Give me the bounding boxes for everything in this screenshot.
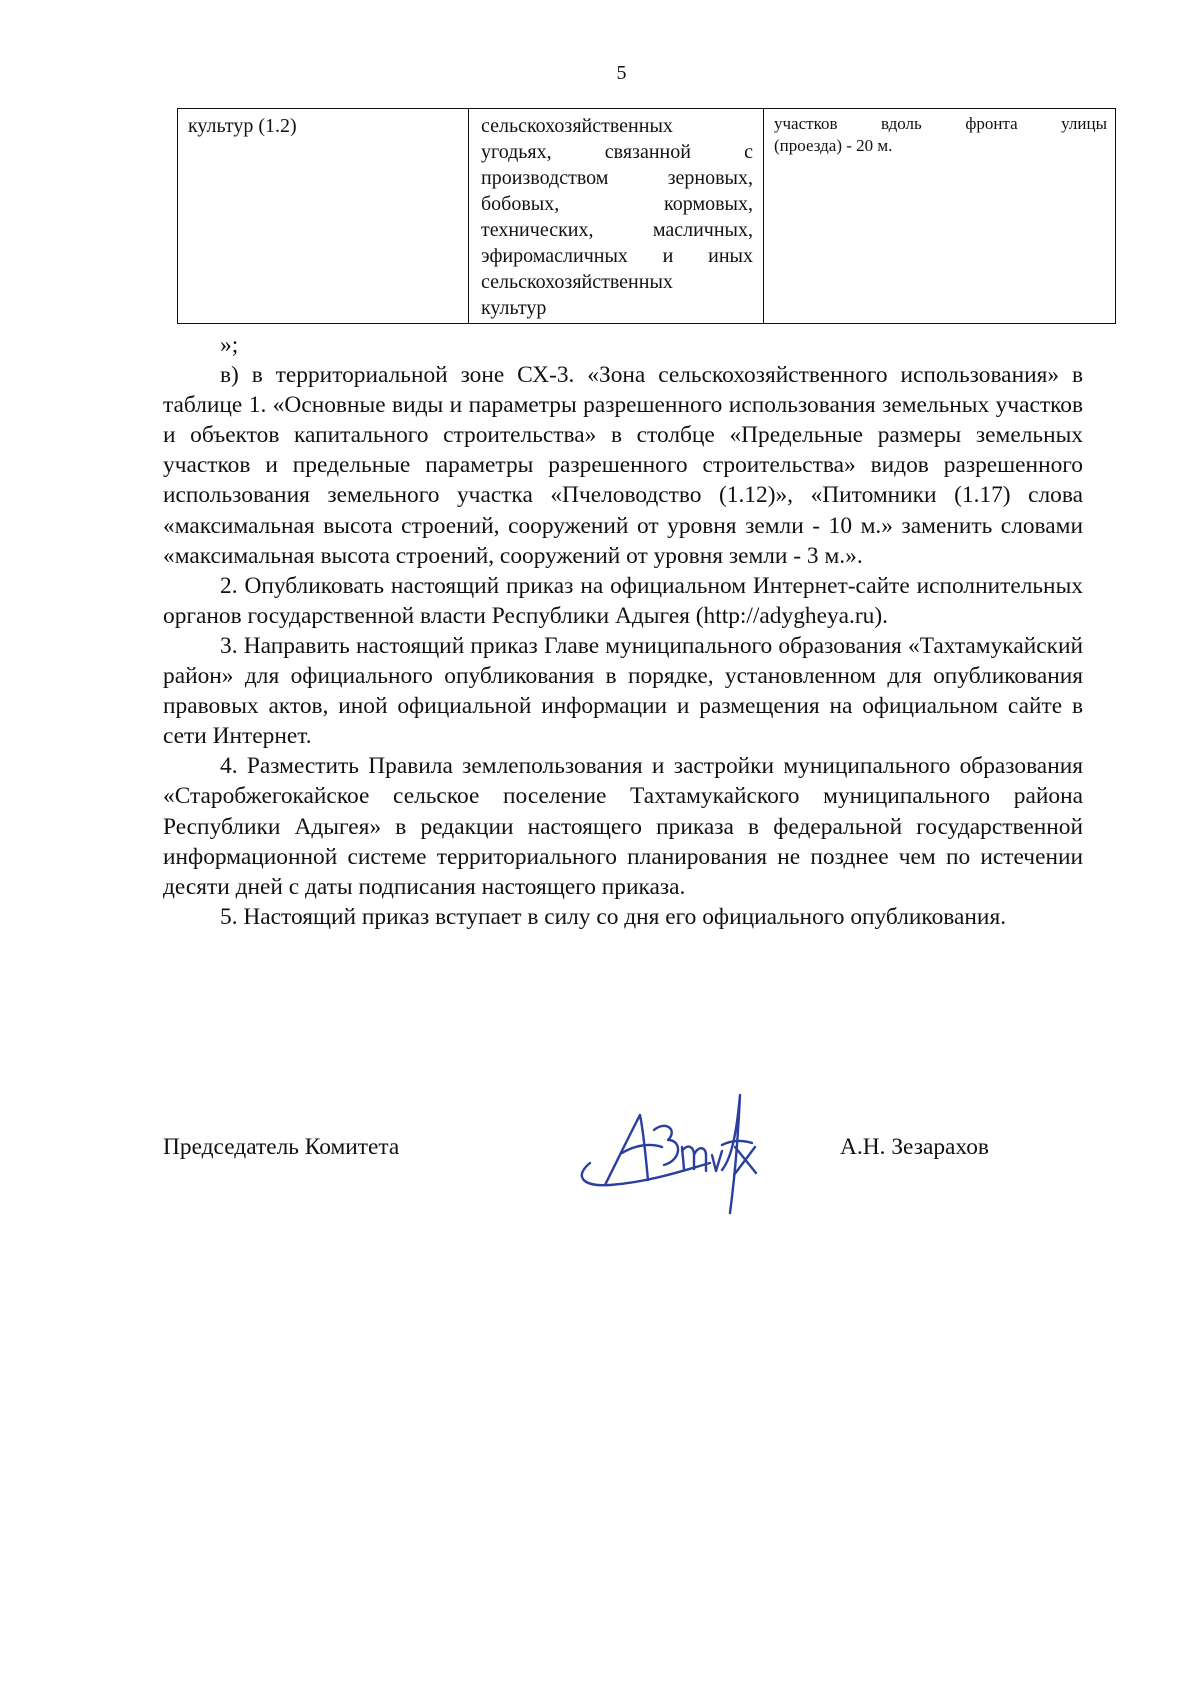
paragraph-amendment: в) в территориальной зоне СХ-3. «Зона сельскохозяйственного использования» в таблице 1. «Основные виды и параметры разрешенного использования земельных участков и объектов капитального строительства» в столбце «Предельные размеры земельных участков и предельные параметры разрешенного строительства» видов разрешенного использования земельного участка «Пчеловодство (1.12)», «Питомники (1.17) слова «максимальная высота строений, сооружений от уровня земли - 10 м.» заменить словами «максимальная высота строений, сооружений от уровня земли - 3 м.». [163, 362, 1083, 569]
document-body [163, 330, 1083, 932]
continuation-table [177, 108, 1116, 324]
handwritten-signature [570, 1085, 770, 1220]
cell-line: бобовых, кормовых, [481, 193, 753, 215]
signer-title: Председатель Комитета [163, 1134, 400, 1160]
closing-quote: »; [220, 332, 239, 358]
signer-name: А.Н. Зезарахов [840, 1134, 989, 1160]
paragraph-2: 2. Опубликовать настоящий приказ на официальном Интернет-сайте исполнительных органов государственной власти Республики Адыгея (http://adygheya.ru). [163, 572, 1083, 629]
paragraph-4: 4. Разместить Правила землепользования и застройки муниципального образования «Старобжегокайское сельское поселение Тахтамукайского муниципального района Республики Адыгея» в редакции настоящего приказа в федеральной государственной информационной системе территориального планирования не позднее чем по истечении десяти дней с даты подписания настоящего приказа. [163, 753, 1083, 900]
table-cell-parameters [764, 109, 1116, 324]
cell-line: сельскохозяйственных [481, 271, 673, 293]
table-cell-description [469, 109, 764, 324]
page-number: 5 [616, 62, 627, 84]
cell-line: (проезда) - 20 м. [774, 136, 893, 155]
cell-line: технических, масличных, [481, 219, 753, 241]
table-row [178, 109, 1116, 324]
cell-line: культур [481, 297, 547, 319]
cell-line: сельскохозяйственных [481, 115, 673, 137]
cell-line: участков вдоль фронта улицы [774, 114, 1107, 133]
paragraph-3: 3. Направить настоящий приказ Главе муниципального образования «Тахтамукайский район» для официального опубликования в порядке, установленном для опубликования правовых актов, иной официальной информации и размещения на официальном сайте в сети Интернет. [163, 632, 1083, 750]
cell-line: производством зерновых, [481, 167, 753, 189]
paragraph-5: 5. Настоящий приказ вступает в силу со дня его официального опубликования. [220, 903, 1007, 930]
signature-block [0, 1090, 1200, 1230]
table-cell-type: культур (1.2) [178, 109, 469, 324]
cell-line: угодьях, связанной с [481, 141, 753, 163]
cell-line: эфиромасличных и иных [481, 245, 753, 267]
